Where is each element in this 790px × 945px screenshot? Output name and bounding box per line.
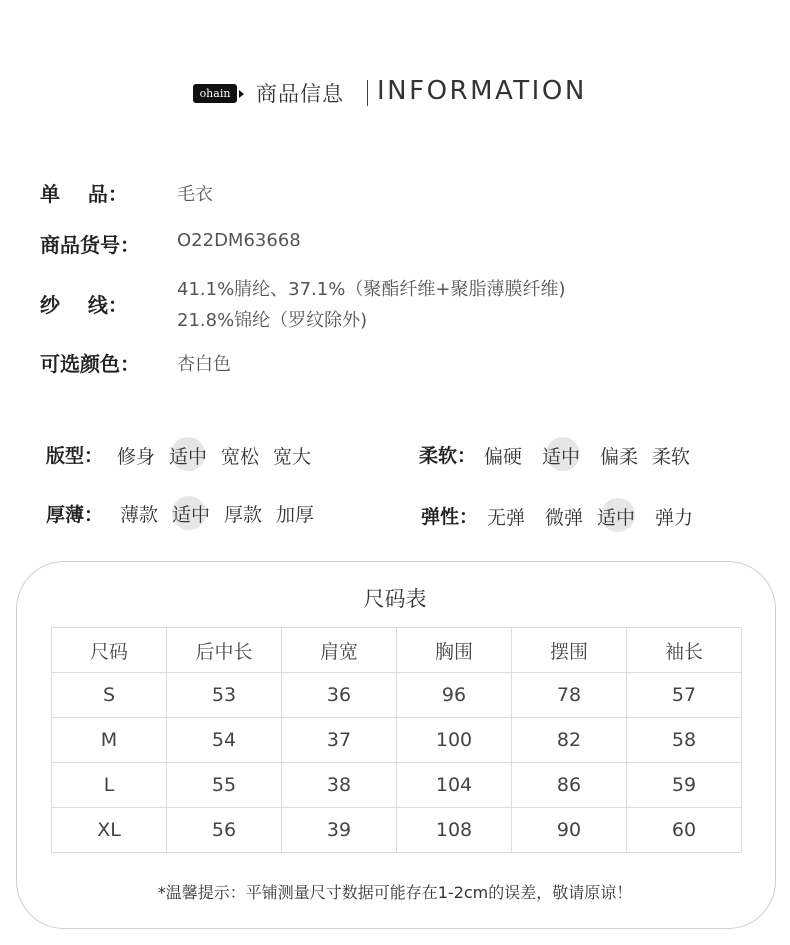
elasticity-option: 弹力: [655, 507, 694, 529]
table-cell: 58: [627, 718, 742, 763]
table-cell: 57: [627, 673, 742, 718]
table-row: [52, 808, 742, 853]
table-cell: L: [52, 763, 167, 808]
attr-label-fit: 版型：: [46, 445, 104, 467]
table-cell: 82: [512, 718, 627, 763]
attr-label-elasticity: 弹性：: [421, 506, 479, 528]
table-header-cell: 袖长: [627, 628, 742, 673]
header-title-cn: 商品信息: [256, 82, 344, 106]
table-header-row: [52, 628, 742, 673]
info-label-item: 单 品：: [40, 182, 128, 206]
table-cell: 39: [282, 808, 397, 853]
table-cell: 104: [397, 763, 512, 808]
page-header: [0, 72, 790, 112]
fit-option: 修身: [117, 446, 156, 468]
thickness-option: 加厚: [276, 504, 315, 526]
fit-option: 宽松: [221, 446, 260, 468]
info-label-yarn: 纱 线：: [40, 293, 128, 317]
table-cell: 108: [397, 808, 512, 853]
attr-label-thickness: 厚薄：: [46, 504, 104, 526]
header-divider: [367, 80, 368, 106]
table-cell: 55: [167, 763, 282, 808]
table-cell: 96: [397, 673, 512, 718]
info-value-sku: O22DM63668: [177, 230, 301, 251]
info-value-yarn-line2: 21.8%锦纶（罗纹除外): [177, 310, 368, 331]
softness-option: 偏柔: [600, 446, 639, 468]
table-cell: 54: [167, 718, 282, 763]
table-cell: 100: [397, 718, 512, 763]
table-header-cell: 摆围: [512, 628, 627, 673]
table-header-cell: 肩宽: [282, 628, 397, 673]
table-header-cell: 胸围: [397, 628, 512, 673]
table-cell: 60: [627, 808, 742, 853]
table-cell: 90: [512, 808, 627, 853]
softness-option: 偏硬: [484, 446, 523, 468]
attr-label-softness: 柔软：: [419, 445, 477, 467]
softness-option-selected: 适中: [542, 446, 581, 468]
table-row: [52, 763, 742, 808]
info-value-item: 毛衣: [177, 184, 213, 205]
softness-option: 柔软: [652, 446, 691, 468]
table-cell: S: [52, 673, 167, 718]
thickness-option: 厚款: [224, 504, 263, 526]
elasticity-option: 微弹: [545, 507, 584, 529]
info-value-yarn-line1: 41.1%腈纶、37.1%（聚酯纤维+聚脂薄膜纤维): [177, 279, 566, 300]
table-cell: 86: [512, 763, 627, 808]
table-cell: 37: [282, 718, 397, 763]
table-cell: XL: [52, 808, 167, 853]
info-value-color: 杏白色: [177, 354, 231, 375]
table-cell: 53: [167, 673, 282, 718]
table-header-cell: 尺码: [52, 628, 167, 673]
thickness-option-selected: 适中: [172, 504, 211, 526]
table-header-cell: 后中长: [167, 628, 282, 673]
table-cell: 56: [167, 808, 282, 853]
fit-option-selected: 适中: [169, 446, 208, 468]
size-table: [51, 627, 742, 853]
table-row: [52, 673, 742, 718]
size-chart-title: 尺码表: [363, 587, 427, 611]
info-label-color: 可选颜色：: [40, 352, 140, 376]
brand-logo: ohain: [193, 84, 237, 103]
elasticity-option-selected: 适中: [597, 507, 636, 529]
header-title-en: INFORMATION: [377, 76, 587, 106]
table-cell: M: [52, 718, 167, 763]
table-cell: 36: [282, 673, 397, 718]
elasticity-option: 无弹: [487, 507, 526, 529]
table-cell: 59: [627, 763, 742, 808]
table-cell: 38: [282, 763, 397, 808]
table-row: [52, 718, 742, 763]
measurement-note: *温馨提示：平铺测量尺寸数据可能存在1-2cm的误差，敬请原谅！: [157, 883, 633, 902]
info-label-sku: 商品货号：: [40, 233, 140, 257]
table-cell: 78: [512, 673, 627, 718]
logo-arrow-icon: [239, 90, 244, 98]
thickness-option: 薄款: [120, 504, 159, 526]
fit-option: 宽大: [273, 446, 312, 468]
